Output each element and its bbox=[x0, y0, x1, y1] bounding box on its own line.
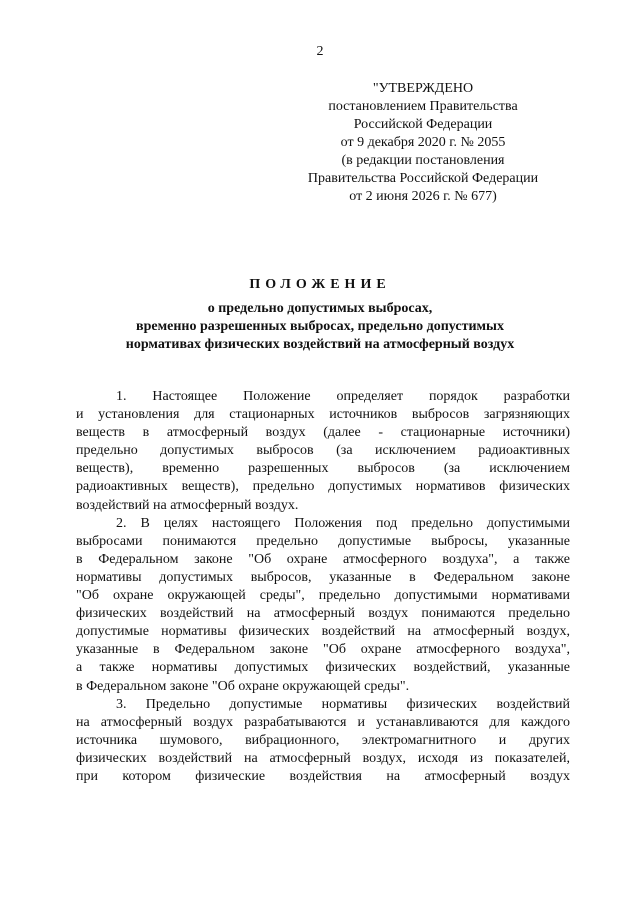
text-line: 1. Настоящее Положение определяет порядок разработки bbox=[116, 389, 570, 404]
approval-line: от 2 июня 2026 г. № 677) bbox=[349, 189, 497, 204]
approval-line: от 9 декабря 2020 г. № 2055 bbox=[340, 135, 506, 150]
approval-line: Правительства Российской Федерации bbox=[307, 171, 539, 186]
text-line: воздействий на атмосферный воздух. bbox=[76, 497, 299, 513]
text-line: радиоактивных веществ), предельно допустимых нормативов физических bbox=[76, 479, 570, 495]
text-line: выбросами понимаются предельно допустимые выбросы, указанные bbox=[76, 533, 570, 549]
approval-stamp bbox=[298, 80, 548, 206]
text-line: указанные в Федеральном законе "Об охране атмосферного воздуха", bbox=[76, 642, 570, 658]
text-line: физических воздействий на атмосферный воздух понимаются предельно bbox=[76, 606, 570, 622]
subtitle-line: нормативах физических воздействий на атмосферный воздух bbox=[125, 337, 515, 352]
text-line: веществ в атмосферный воздух (далее - стационарные источники) bbox=[76, 425, 570, 441]
text-line: "Об охране окружающей среды", предельно допустимыми нормативами bbox=[76, 588, 570, 604]
text-line: веществ), временно разрешенных выбросов (за исключением bbox=[76, 461, 570, 477]
text-line: 2. В целях настоящего Положения под предельно допустимыми bbox=[116, 515, 570, 531]
text-line: допустимые нормативы физических воздействий на атмосферный воздух, bbox=[76, 624, 570, 640]
subtitle-line: о предельно допустимых выбросах, bbox=[207, 301, 433, 316]
text-line: источника шумового, вибрационного, электромагнитного и других bbox=[76, 732, 570, 748]
document-body bbox=[76, 388, 570, 786]
text-line: предельно допустимых выбросов (за исключением радиоактивных bbox=[76, 443, 570, 459]
paragraph-3 bbox=[76, 696, 570, 786]
page-number: 2 bbox=[316, 44, 324, 59]
subtitle-line: временно разрешенных выбросах, предельно допустимых bbox=[136, 319, 504, 334]
document-title: ПОЛОЖЕНИЕ bbox=[249, 277, 391, 292]
approval-line: постановлением Правительства bbox=[328, 99, 518, 114]
text-line: при котором физические воздействия на атмосферный воздух bbox=[76, 768, 570, 784]
approval-line: (в редакции постановления bbox=[341, 153, 505, 168]
text-line: в Федеральном законе "Об охране атмосферного воздуха", а также bbox=[76, 551, 570, 567]
text-line: нормативы допустимых выбросов, указанные в Федеральном законе bbox=[76, 569, 570, 585]
text-line: физических воздействий на атмосферный воздух, исходя из показателей, bbox=[76, 750, 570, 766]
text-line: в Федеральном законе "Об охране окружающей среды". bbox=[76, 678, 410, 694]
text-line: и установления для стационарных источников выбросов загрязняющих bbox=[76, 407, 570, 423]
text-line: а также нормативы допустимых физических воздействий, указанные bbox=[76, 660, 570, 676]
approval-line: Российской Федерации bbox=[353, 117, 493, 132]
document-subtitle bbox=[0, 300, 640, 354]
text-line: на атмосферный воздух разрабатываются и устанавливаются для каждого bbox=[76, 714, 570, 730]
paragraph-2 bbox=[76, 515, 570, 696]
paragraph-1 bbox=[76, 388, 570, 515]
text-line: 3. Предельно допустимые нормативы физических воздействий bbox=[116, 696, 570, 712]
approval-line: "УТВЕРЖДЕНО bbox=[372, 81, 474, 96]
